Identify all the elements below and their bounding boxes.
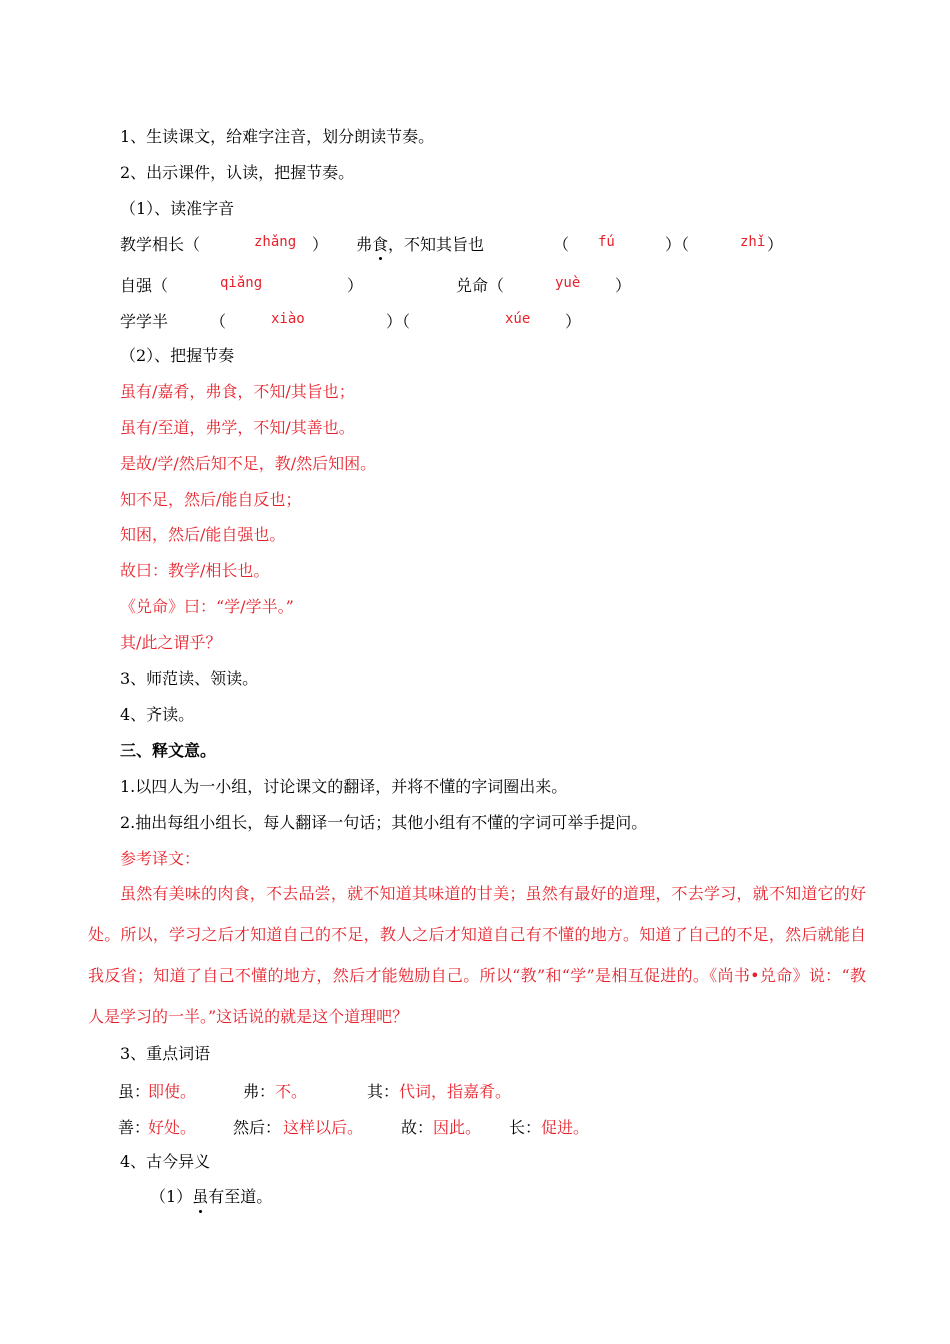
bracket: ） — [347, 276, 364, 295]
bracket: ） — [767, 235, 784, 254]
keyword: 虽： — [118, 1082, 151, 1101]
pronunciation-heading: （1）、读准字音 — [120, 199, 235, 218]
pron-word: 教学相长（ — [120, 235, 201, 254]
bracket: ）（ — [665, 235, 690, 254]
keyword-meaning: 因此。 — [433, 1118, 482, 1137]
keyword: 故： — [401, 1118, 434, 1137]
pinyin: qiǎng — [220, 275, 263, 291]
step-2: 2、出示课件，认读，把握节奏。 — [120, 163, 355, 182]
rhythm-line: 《兑命》曰：“学/学半。” — [120, 597, 294, 616]
rhythm-line: 其/此之谓乎？ — [120, 633, 222, 652]
task-2: 2.抽出每组小组长，每人翻译一句话；其他小组有不懂的字词可举手提问。 — [120, 813, 648, 832]
rhythm-line: 知不足，然后/能自反也； — [120, 490, 302, 509]
task-1: 1.以四人为一小组，讨论课文的翻译，并将不懂的字词圈出来。 — [120, 777, 568, 796]
keyword: 善： — [118, 1118, 151, 1137]
rhythm-line: 虽有/至道，弗学，不知/其善也。 — [120, 418, 355, 437]
keywords-heading: 3、重点词语 — [120, 1044, 211, 1063]
keyword: 其： — [367, 1082, 400, 1101]
bracket: （ — [210, 312, 227, 331]
step-4: 4、齐读。 — [120, 705, 195, 724]
pron-word: 兑命（ — [456, 276, 505, 295]
keyword-meaning: 不。 — [275, 1082, 308, 1101]
pinyin: xúe — [505, 311, 531, 327]
rhythm-line: 知困，然后/能自强也。 — [120, 525, 286, 544]
keyword-meaning: 促进。 — [541, 1118, 590, 1137]
reference-translation: 虽然有美味的肉食，不去品尝，就不知道其味道的甘美；虽然有最好的道理，不去学习，就不知道它的好处。所以，学习之后才知道自己的不足，教人之后才知道自己有不懂的地方。知道了自己的不足，然后就能自我反省；知道了自己不懂的地方，然后才能勉励自己。所以“教”和“学”是相互促进的。《尚书•兑命》说：“教人是学习的一半。”这话说的就是这个道理吧？ — [88, 884, 866, 1026]
rhythm-line: 故曰：教学/相长也。 — [120, 561, 270, 580]
keyword-meaning: 代词，指嘉肴。 — [399, 1082, 512, 1101]
bracket: ） — [615, 276, 632, 295]
bracket: （ — [553, 235, 570, 254]
bracket: ） — [565, 312, 582, 331]
step-1: 1、生读课文，给难字注音，划分朗读节奏。 — [120, 127, 435, 146]
bracket: ）（ — [386, 312, 411, 331]
section-title: 三、释文意。 — [120, 741, 217, 760]
keyword-meaning: 好处。 — [148, 1118, 197, 1137]
keyword: 弗： — [243, 1082, 276, 1101]
pinyin: xiào — [271, 311, 305, 327]
keyword-meaning: 即使。 — [148, 1082, 197, 1101]
pinyin: zhǐ — [740, 234, 766, 250]
keyword: 然后： — [233, 1118, 282, 1137]
pron-word: 学学半 — [120, 312, 169, 331]
rhythm-line: 是故/学/然后知不足，教/然后知困。 — [120, 454, 377, 473]
pron-word: 弗食，不知其旨也 — [356, 232, 484, 255]
pinyin: fú — [598, 234, 615, 250]
keyword: 长： — [509, 1118, 542, 1137]
rhythm-line: 虽有/嘉肴，弗食，不知/其旨也； — [120, 382, 355, 401]
keyword-meaning: 这样以后。 — [283, 1118, 364, 1137]
rhythm-heading: （2）、把握节奏 — [120, 346, 235, 365]
pinyin: zhǎng — [254, 234, 297, 250]
pron-word: 自强（ — [120, 276, 169, 295]
bracket: ） — [312, 235, 329, 254]
reference-label: 参考译文： — [120, 849, 201, 868]
ancient-heading: 4、古今异义 — [120, 1152, 211, 1171]
emphasis-dot-char: 虽 — [192, 1187, 209, 1206]
emphasis-dot-char: 食 — [372, 232, 388, 255]
step-3: 3、师范读、领读。 — [120, 669, 259, 688]
pinyin: yuè — [555, 275, 581, 291]
ancient-item-1: （1）虽有至道。 — [150, 1187, 273, 1206]
